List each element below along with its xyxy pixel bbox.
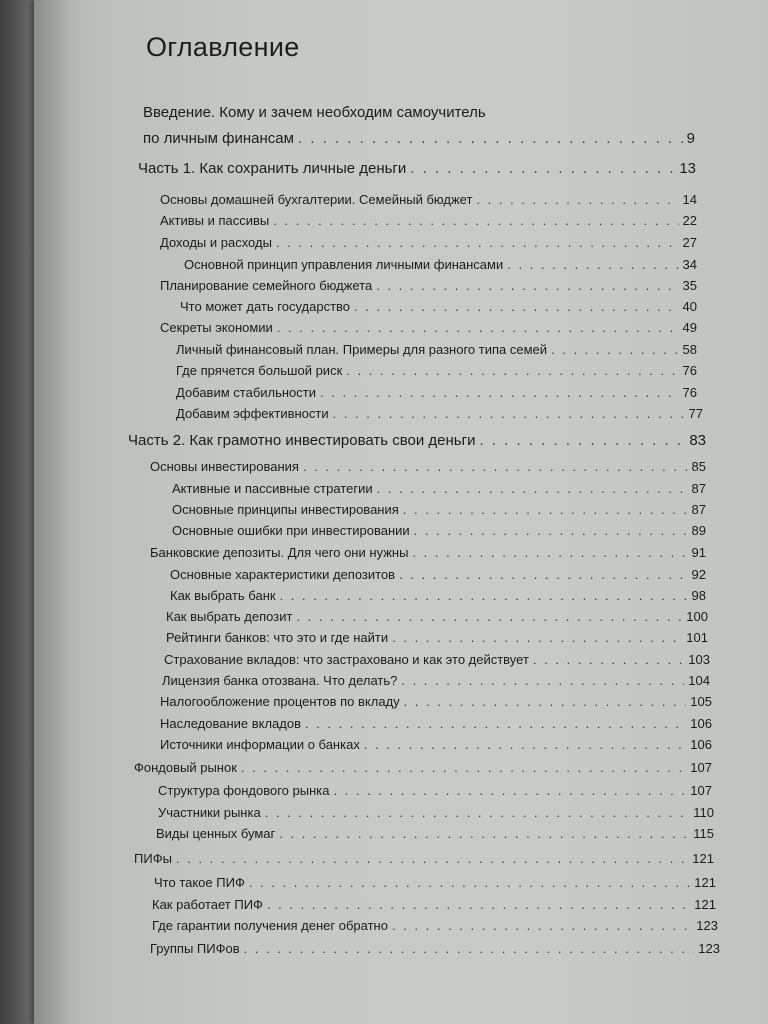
toc-entry-text: Лицензия банка отозвана. Что делать? — [162, 673, 398, 688]
toc-entry-text: Фондовый рынок — [134, 760, 237, 775]
leader-dots — [377, 482, 688, 497]
leader-dots — [265, 806, 690, 821]
toc-entry-text: Доходы и расходы — [160, 235, 272, 250]
toc-page-number: 91 — [691, 545, 706, 560]
toc-entry-text: Участники рынка — [158, 805, 261, 820]
leader-dots — [403, 503, 688, 518]
toc-chapter-entry — [160, 236, 697, 251]
toc-page-number: 85 — [691, 459, 706, 474]
toc-page-number: 115 — [693, 826, 714, 841]
toc-part-heading — [128, 432, 706, 449]
toc-entry-text: Добавим стабильности — [176, 385, 317, 400]
toc-entry-text: Планирование семейного бюджета — [160, 278, 373, 293]
toc-page-number: 121 — [694, 875, 716, 890]
toc-part-heading — [138, 160, 696, 177]
toc-entry-text: Личный финансовый план. Примеры для разного типа семей — [176, 342, 548, 357]
leader-dots — [249, 876, 690, 891]
toc-page-number: 9 — [686, 130, 695, 147]
toc-entry-text: Как работает ПИФ — [152, 897, 263, 912]
toc-section-entry — [166, 610, 708, 625]
toc-entry-text: по личным финансам — [143, 130, 294, 147]
toc-page-number: 27 — [682, 235, 697, 250]
toc-section-entry — [176, 386, 697, 401]
leader-dots — [305, 717, 686, 732]
toc-page-number: 22 — [682, 213, 697, 228]
toc-entry-text: Банковские депозиты. Для чего они нужны — [150, 545, 409, 560]
toc-chapter-entry — [160, 214, 697, 229]
toc-intro-line2 — [143, 130, 695, 147]
leader-dots — [410, 160, 675, 177]
toc-page-number: 98 — [691, 588, 706, 603]
leader-dots — [176, 852, 688, 867]
toc-entry-text: Рейтинги банков: что это и где найти — [166, 630, 389, 645]
toc-entry-text: Что такое ПИФ — [154, 875, 245, 890]
toc-section-entry — [180, 300, 697, 315]
toc-page-number: 104 — [688, 673, 710, 688]
toc-page-number: 87 — [691, 502, 706, 517]
toc-section-entry — [176, 364, 697, 379]
toc-entry-text: Часть 1. Как сохранить личные деньги — [138, 160, 407, 177]
toc-entry-text: Секреты экономии — [160, 320, 273, 335]
toc-page-number: 14 — [682, 192, 697, 207]
toc-section-entry — [160, 695, 712, 710]
leader-dots — [533, 653, 684, 668]
toc-page-number: 121 — [694, 897, 716, 912]
toc-entry-text: Наследование вкладов — [160, 716, 302, 731]
toc-page-number: 101 — [686, 630, 708, 645]
toc-page-number: 76 — [682, 385, 697, 400]
toc-page-number: 92 — [691, 567, 706, 582]
toc-section-entry — [170, 589, 706, 604]
toc-page-number: 76 — [682, 363, 697, 378]
toc-section-entry — [160, 738, 712, 753]
leader-dots — [320, 386, 679, 401]
toc-page-number: 100 — [686, 609, 708, 624]
toc-section-entry — [164, 653, 710, 668]
toc-entry-text: Группы ПИФов — [150, 941, 240, 956]
toc-page-number: 13 — [679, 160, 696, 177]
toc-section-entry — [152, 919, 718, 934]
leader-dots — [277, 321, 679, 336]
toc-section-entry — [156, 827, 714, 842]
leader-dots — [333, 407, 685, 422]
toc-page-number: 83 — [689, 432, 706, 449]
leader-dots — [333, 784, 686, 799]
leader-dots — [298, 130, 683, 147]
toc-page-number: 107 — [690, 760, 712, 775]
toc-section-entry — [160, 717, 712, 732]
toc-chapter-entry — [160, 279, 697, 294]
leader-dots — [346, 364, 678, 379]
toc-section-entry — [166, 631, 708, 646]
toc-page-number: 107 — [690, 783, 712, 798]
leader-dots — [364, 738, 686, 753]
toc-section-entry — [152, 898, 716, 913]
toc-entry-text: Основные характеристики депозитов — [170, 567, 396, 582]
toc-page-number: 89 — [691, 523, 706, 538]
toc-page-number: 121 — [692, 851, 714, 866]
toc-entry-text: ПИФы — [134, 851, 172, 866]
toc-section-entry — [184, 258, 697, 273]
toc-section-entry — [172, 482, 706, 497]
leader-dots — [479, 432, 685, 449]
toc-page-number: 103 — [688, 652, 710, 667]
toc-section-entry — [176, 407, 703, 422]
leader-dots — [399, 568, 687, 583]
toc-entry-text: Где гарантии получения денег обратно — [152, 918, 388, 933]
toc-section-entry — [162, 674, 710, 689]
toc-page-number: 123 — [698, 941, 720, 956]
toc-chapter-entry — [160, 321, 697, 336]
page-title: Оглавление — [146, 32, 300, 62]
leader-dots — [414, 524, 688, 539]
toc-entry-text: Источники информации о банках — [160, 737, 360, 752]
toc-chapter-entry — [150, 546, 706, 561]
toc-section-entry — [154, 876, 716, 891]
toc-entry-text: Основной принцип управления личными финансами — [184, 257, 504, 272]
toc-section-entry — [172, 524, 706, 539]
leader-dots — [267, 898, 690, 913]
leader-dots — [404, 695, 687, 710]
toc-page-number: 58 — [682, 342, 697, 357]
toc-chapter-entry — [160, 193, 697, 208]
toc-section-entry — [158, 784, 712, 799]
leader-dots — [241, 761, 686, 776]
leader-dots — [354, 300, 679, 315]
toc-chapter-entry — [134, 852, 714, 867]
toc-section-entry — [172, 503, 706, 518]
leader-dots — [392, 631, 682, 646]
toc-entry-text: Как выбрать депозит — [166, 609, 293, 624]
toc-entry-text: Активы и пассивы — [160, 213, 270, 228]
toc-section-entry — [170, 568, 706, 583]
toc-page-number: 87 — [691, 481, 706, 496]
leader-dots — [244, 942, 695, 957]
toc-entry-text: Как выбрать банк — [170, 588, 276, 603]
leader-dots — [412, 546, 687, 561]
toc-entry-text: Часть 2. Как грамотно инвестировать свои деньги — [128, 432, 476, 449]
toc-entry-text: Добавим эффективности — [176, 406, 329, 421]
toc-entry-text: Основы домашней бухгалтерии. Семейный бюджет — [160, 192, 473, 207]
toc-page-number: 110 — [693, 805, 714, 820]
toc-entry-text: Активные и пассивные стратегии — [172, 481, 373, 496]
leader-dots — [273, 214, 678, 229]
leader-dots — [392, 919, 692, 934]
toc-page-number: 77 — [688, 406, 703, 421]
leader-dots — [476, 193, 678, 208]
toc-entry-text: Что может дать государство — [180, 299, 351, 314]
leader-dots — [551, 343, 679, 358]
toc-page-number: 106 — [690, 716, 712, 731]
leader-dots — [507, 258, 678, 273]
leader-dots — [296, 610, 682, 625]
toc-entry-text: Основные принципы инвестирования — [172, 502, 399, 517]
leader-dots — [276, 236, 679, 251]
leader-dots — [401, 674, 684, 689]
toc-entry-text: Страхование вкладов: что застраховано и как это действует — [164, 652, 529, 667]
toc-page-number: 40 — [682, 299, 697, 314]
toc-chapter-entry — [150, 460, 706, 475]
toc-page-number: 105 — [690, 694, 712, 709]
toc-section-entry — [158, 806, 714, 821]
toc-section-entry — [150, 942, 720, 957]
leader-dots — [376, 279, 678, 294]
toc-page-number: 35 — [682, 278, 697, 293]
toc-chapter-entry — [134, 761, 712, 776]
leader-dots — [303, 460, 688, 475]
toc-section-entry — [176, 343, 697, 358]
toc-page-number: 49 — [682, 320, 697, 335]
toc-entry-text: Где прячется большой риск — [176, 363, 343, 378]
toc-entry-text: Основы инвестирования — [150, 459, 299, 474]
toc-entry-text: Виды ценных бумаг — [156, 826, 276, 841]
leader-dots — [279, 827, 689, 842]
toc-entry-text: Налогообложение процентов по вкладу — [160, 694, 400, 709]
toc-entry-text: Структура фондового рынка — [158, 783, 330, 798]
toc-page-number: 123 — [696, 918, 718, 933]
toc-page-number: 34 — [682, 257, 697, 272]
toc-intro-line1: Введение. Кому и зачем необходим самоучитель — [143, 104, 486, 121]
toc-entry-text: Основные ошибки при инвестировании — [172, 523, 410, 538]
toc-page-number: 106 — [690, 737, 712, 752]
leader-dots — [280, 589, 688, 604]
